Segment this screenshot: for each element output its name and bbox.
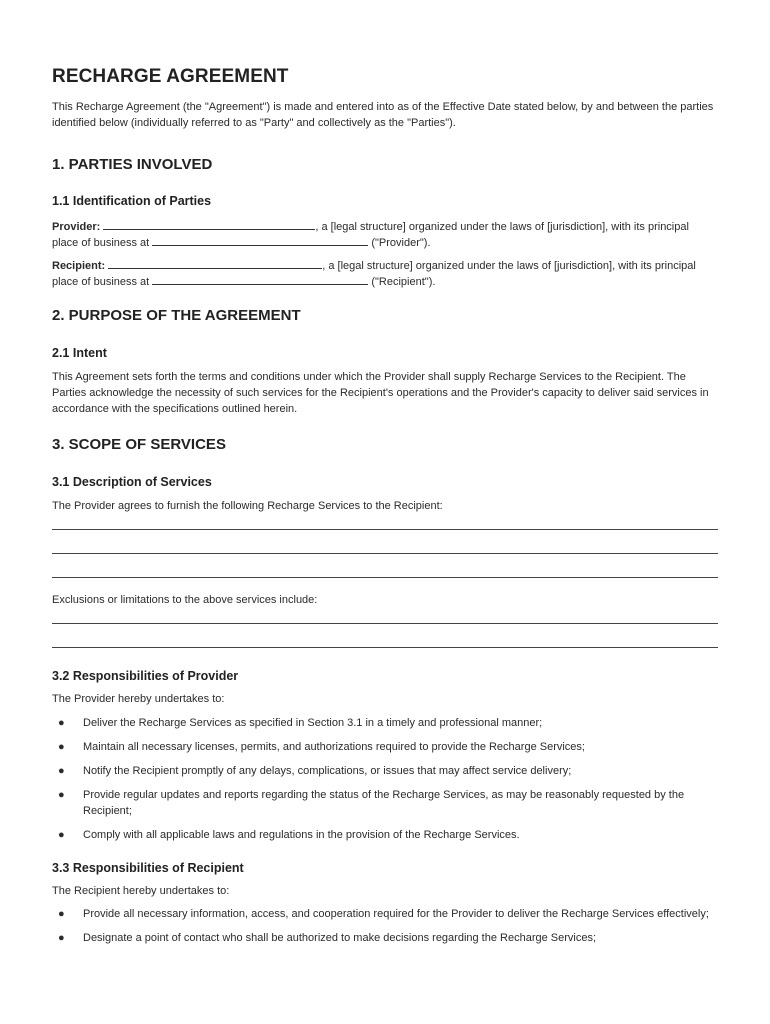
bullet-icon: ● [58, 765, 65, 777]
section-1-heading: 1. PARTIES INVOLVED [52, 156, 213, 173]
services-line-3[interactable] [52, 562, 718, 586]
recipient-name-blank[interactable] [108, 259, 322, 269]
recipient-paragraph [52, 258, 718, 290]
bullet-icon: ● [58, 932, 65, 944]
provider-name-blank[interactable] [103, 220, 315, 230]
recipient-responsibilities-list [52, 906, 718, 946]
list-item: ● Deliver the Recharge Services as specified in Section 3.1 in a timely and professional manner; [58, 717, 543, 729]
bullet-icon: ● [58, 741, 65, 753]
services-line-1[interactable] [52, 514, 718, 538]
section-3-2-text: The Provider hereby undertakes to: [52, 693, 225, 705]
section-2-1-heading: 2.1 Intent [52, 346, 107, 360]
section-3-heading: 3. SCOPE OF SERVICES [52, 436, 226, 453]
list-item: ● Comply with all applicable laws and regulations in the provision of the Recharge Services. [58, 829, 520, 841]
recipient-label: Recipient: [52, 260, 106, 272]
provider-text-b: ("Provider"). [371, 237, 431, 249]
list-item: ● Designate a point of contact who shall be authorized to make decisions regarding the Recharge Services; [58, 932, 597, 944]
section-3-3-text: The Recipient hereby undertakes to: [52, 885, 230, 897]
provider-responsibilities-list [52, 715, 718, 843]
bullet-icon: ● [58, 789, 65, 801]
provider-address-blank[interactable] [152, 236, 368, 246]
list-item: ● Provide regular updates and reports regarding the status of the Recharge Services, as may be reasonably requested by the Recipient; [58, 789, 685, 817]
recipient-address-blank[interactable] [152, 275, 368, 285]
section-3-2-heading: 3.2 Responsibilities of Provider [52, 669, 239, 683]
document-page [52, 66, 718, 954]
bullet-icon: ● [58, 908, 65, 920]
section-3-1-heading: 3.1 Description of Services [52, 475, 212, 489]
provider-text-a: , a [legal structure] organized under the laws of [jurisdiction], with its principal place of business at [52, 221, 689, 249]
section-2-heading: 2. PURPOSE OF THE AGREEMENT [52, 307, 301, 324]
list-item: ● Notify the Recipient promptly of any delays, complications, or issues that may affect service delivery; [58, 765, 572, 777]
section-3-3-heading: 3.3 Responsibilities of Recipient [52, 861, 244, 875]
document-title: RECHARGE AGREEMENT [52, 66, 289, 87]
provider-label: Provider: [52, 221, 101, 233]
list-item: ● Maintain all necessary licenses, permits, and authorizations required to provide the Recharge Services; [58, 741, 585, 753]
recipient-text-b: ("Recipient"). [371, 276, 436, 288]
bullet-icon: ● [58, 717, 65, 729]
services-line-2[interactable] [52, 538, 718, 562]
section-2-1-text: This Agreement sets forth the terms and conditions under which the Provider shall supply Recharge Services to the Recipient. The Parties acknowledge the necessity of such services for the Recipient's operations and the Provider's capacity to deliver said services in accordance with the specifications outlined herein. [52, 371, 709, 415]
list-item: ● Provide all necessary information, access, and cooperation required for the Provider to deliver the Recharge Services effectively; [58, 908, 709, 920]
section-1-1-heading: 1.1 Identification of Parties [52, 194, 212, 208]
section-3-1-text: The Provider agrees to furnish the following Recharge Services to the Recipient: [52, 500, 443, 512]
exclusions-line-1[interactable] [52, 608, 718, 632]
recipient-text-a: , a [legal structure] organized under the laws of [jurisdiction], with its principal place of business at [52, 260, 696, 288]
bullet-icon: ● [58, 829, 65, 841]
exclusions-text: Exclusions or limitations to the above services include: [52, 594, 318, 606]
provider-paragraph [52, 219, 718, 251]
intro-paragraph: This Recharge Agreement (the "Agreement") is made and entered into as of the Effective Date stated below, by and between the parties identified below (individually referred to as "Party" and collectively as the "Parties"). [52, 101, 714, 129]
exclusions-line-2[interactable] [52, 632, 718, 656]
